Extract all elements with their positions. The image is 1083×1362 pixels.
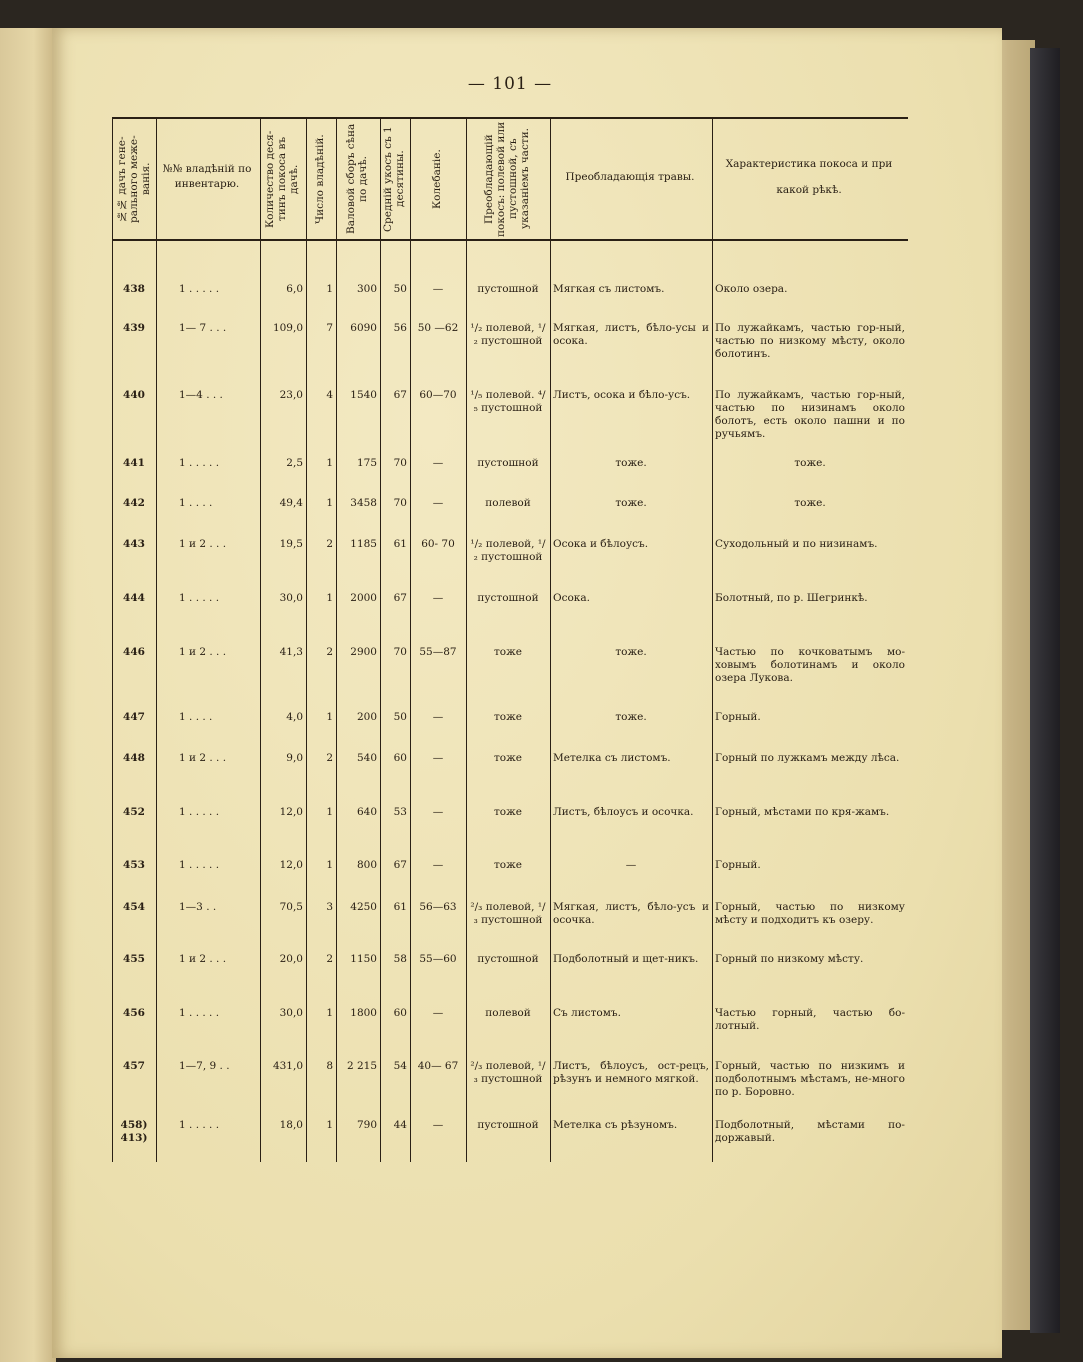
book-cover-edge bbox=[1030, 48, 1060, 1333]
table-cell-sredniy: 61 bbox=[393, 901, 407, 913]
table-cell-har: Болотный, по р. Шегринкѣ. bbox=[715, 592, 868, 604]
header-desyatin: Количество деся-тинъ покоса въ дачѣ. bbox=[264, 130, 300, 228]
table-cell-valovoy: 1540 bbox=[350, 389, 377, 401]
table-cell-chislo: 1 bbox=[326, 283, 333, 295]
table-cell-des: 4,0 bbox=[286, 711, 303, 723]
table-cell-vlad: 1 . . . . bbox=[179, 711, 213, 723]
table-cell-chislo: 1 bbox=[326, 859, 333, 871]
table-cell-sredniy: 70 bbox=[393, 497, 407, 509]
table-cell-vlad: 1— 7 . . . bbox=[179, 322, 227, 334]
table-cell-des: 70,5 bbox=[279, 901, 303, 913]
table-cell-dacha: 456 bbox=[123, 1007, 145, 1019]
table-cell-des: 49,4 bbox=[279, 497, 303, 509]
table-cell-har: Около озера. bbox=[715, 283, 788, 295]
table-cell-des: 30,0 bbox=[279, 592, 303, 604]
left-page-edge bbox=[0, 28, 56, 1362]
table-cell-har: Горный. bbox=[715, 859, 761, 871]
table-cell-des: 109,0 bbox=[272, 322, 303, 334]
header-pokos: Преобладающій покосъ: полевой или пустошной, съ указаніемъ части. bbox=[483, 121, 531, 237]
table-cell-har: Частью по кочковатымъ мо-ховымъ болотинамъ и около озера Лукова. bbox=[715, 646, 905, 684]
table-cell-valovoy: 640 bbox=[356, 806, 377, 818]
table-cell-des: 23,0 bbox=[279, 389, 303, 401]
table-cell-pokos: пустошной bbox=[477, 1119, 539, 1131]
table-cell-travy: Метелка съ листомъ. bbox=[553, 752, 671, 764]
header-sredniy: Средній укосъ съ 1 десятины. bbox=[382, 126, 406, 232]
column-rule bbox=[712, 117, 713, 1162]
table-cell-pokos: полевой bbox=[485, 1007, 531, 1019]
table-cell-koleb: 56—63 bbox=[419, 901, 457, 913]
page-number: — 101 — bbox=[467, 74, 553, 94]
table-cell-des: 431,0 bbox=[272, 1060, 303, 1072]
table-cell-sredniy: 58 bbox=[393, 953, 407, 965]
table-cell-travy: Подболотный и щет-никъ. bbox=[553, 953, 699, 965]
table-cell-travy: Листъ, бѣлоусъ, ост-рецъ, рѣзунъ и немного мягкой. bbox=[553, 1060, 709, 1085]
table-cell-har: По лужайкамъ, частью гор-ный, частью по низинамъ около болотъ, есть около пашни и по ручьямъ. bbox=[715, 389, 905, 440]
table-cell-har: Подболотный, мѣстами по-доржавый. bbox=[715, 1119, 905, 1144]
table-cell-sredniy: 67 bbox=[393, 592, 407, 604]
table-cell-vlad: 1 и 2 . . . bbox=[179, 752, 227, 764]
table-cell-sredniy: 53 bbox=[393, 806, 407, 818]
table-cell-koleb: — bbox=[432, 1007, 444, 1019]
table-cell-vlad: 1—7, 9 . . bbox=[179, 1060, 230, 1072]
table-cell-chislo: 1 bbox=[326, 806, 333, 818]
table-cell-vlad: 1 . . . . bbox=[179, 497, 213, 509]
table-cell-dacha: 441 bbox=[123, 457, 145, 469]
table-cell-dacha: 440 bbox=[123, 389, 145, 401]
table-cell-travy: Мягкая, листъ, бѣло-усъ и осочка. bbox=[553, 901, 709, 926]
table-cell-des: 20,0 bbox=[279, 953, 303, 965]
header-vladeniya: №№ владѣній по инвентарю. bbox=[162, 163, 252, 190]
table-cell-valovoy: 175 bbox=[356, 457, 377, 469]
table-cell-har: Горный. bbox=[715, 711, 761, 723]
table-cell-des: 2,5 bbox=[286, 457, 303, 469]
table-cell-pokos: пустошной bbox=[477, 283, 539, 295]
table-cell-chislo: 4 bbox=[326, 389, 333, 401]
table-cell-chislo: 1 bbox=[326, 592, 333, 604]
table-cell-chislo: 2 bbox=[326, 953, 333, 965]
table-cell-des: 18,0 bbox=[279, 1119, 303, 1131]
table-cell-sredniy: 60 bbox=[393, 752, 407, 764]
table-cell-vlad: 1 . . . . . bbox=[179, 1007, 220, 1019]
table-cell-koleb: 60—70 bbox=[419, 389, 457, 401]
table-cell-pokos: ²/₃ полевой, ¹/₃ пустошной bbox=[470, 901, 546, 926]
table-cell-koleb: — bbox=[432, 497, 444, 509]
table-cell-valovoy: 790 bbox=[356, 1119, 377, 1131]
table-cell-valovoy: 540 bbox=[356, 752, 377, 764]
table-cell-valovoy: 4250 bbox=[350, 901, 377, 913]
table-cell-chislo: 3 bbox=[326, 901, 333, 913]
table-cell-sredniy: 67 bbox=[393, 859, 407, 871]
table-cell-sredniy: 50 bbox=[393, 711, 407, 723]
table-cell-des: 12,0 bbox=[279, 806, 303, 818]
table-cell-chislo: 2 bbox=[326, 646, 333, 658]
table-cell-travy: Осока и бѣлоусъ. bbox=[553, 538, 649, 550]
table-cell-dacha: 448 bbox=[123, 752, 145, 764]
table-cell-dacha: 458) 413) bbox=[120, 1119, 148, 1144]
header-harakteristika: Характеристика покоса и при какой рѣкѣ. bbox=[725, 158, 893, 196]
table-cell-dacha: 446 bbox=[123, 646, 145, 658]
table-cell-valovoy: 1150 bbox=[350, 953, 377, 965]
table-cell-sredniy: 50 bbox=[393, 283, 407, 295]
table-cell-vlad: 1 и 2 . . . bbox=[179, 538, 227, 550]
table-cell-travy: тоже. bbox=[615, 711, 647, 723]
table-cell-vlad: 1 . . . . . bbox=[179, 592, 220, 604]
table-cell-sredniy: 60 bbox=[393, 1007, 407, 1019]
table-cell-pokos: ¹/₅ полевой. ⁴/₅ пустошной bbox=[470, 389, 546, 414]
table-cell-vlad: 1 . . . . . bbox=[179, 859, 220, 871]
column-rule bbox=[466, 117, 467, 1162]
table-cell-chislo: 1 bbox=[326, 497, 333, 509]
table-cell-chislo: 1 bbox=[326, 457, 333, 469]
table-cell-des: 9,0 bbox=[286, 752, 303, 764]
table-cell-travy: Листъ, бѣлоусъ и осочка. bbox=[553, 806, 694, 818]
table-cell-pokos: ¹/₂ полевой, ¹/₂ пустошной bbox=[470, 538, 546, 563]
table-cell-koleb: — bbox=[432, 711, 444, 723]
table-cell-des: 30,0 bbox=[279, 1007, 303, 1019]
table-cell-har: Горный, мѣстами по кря-жамъ. bbox=[715, 806, 890, 818]
table-cell-chislo: 8 bbox=[326, 1060, 333, 1072]
table-cell-pokos: ¹/₂ полевой, ¹/₂ пустошной bbox=[470, 322, 546, 347]
table-cell-koleb: — bbox=[432, 457, 444, 469]
table-cell-koleb: — bbox=[432, 283, 444, 295]
table-cell-koleb: 60- 70 bbox=[421, 538, 455, 550]
table-cell-des: 6,0 bbox=[286, 283, 303, 295]
table-cell-sredniy: 61 bbox=[393, 538, 407, 550]
column-rule bbox=[260, 117, 261, 1162]
table-cell-koleb: — bbox=[432, 592, 444, 604]
table-cell-travy: Листъ, осока и бѣло-усъ. bbox=[553, 389, 691, 401]
table-cell-travy: Осока. bbox=[553, 592, 590, 604]
table-cell-koleb: 40— 67 bbox=[417, 1060, 459, 1072]
table-cell-dacha: 457 bbox=[123, 1060, 145, 1072]
table-cell-sredniy: 70 bbox=[393, 457, 407, 469]
column-rule bbox=[336, 117, 337, 1162]
column-rule bbox=[380, 117, 381, 1162]
table-cell-dacha: 438 bbox=[123, 283, 145, 295]
table-cell-travy: тоже. bbox=[615, 646, 647, 658]
table-cell-vlad: 1 . . . . . bbox=[179, 806, 220, 818]
table-cell-travy: тоже. bbox=[615, 497, 647, 509]
table-cell-har: Горный по низкому мѣсту. bbox=[715, 953, 864, 965]
table-cell-sredniy: 56 bbox=[393, 322, 407, 334]
header-valovoy: Валовой сборъ сѣна по дачѣ. bbox=[345, 123, 369, 235]
column-rule bbox=[306, 117, 307, 1162]
table-cell-har: Горный, частью по низкимъ и подболотнымъ мѣстамъ, не-много по р. Боровно. bbox=[715, 1060, 905, 1098]
table-cell-pokos: пустошной bbox=[477, 592, 539, 604]
table-cell-vlad: 1 и 2 . . . bbox=[179, 646, 227, 658]
table-cell-dacha: 439 bbox=[123, 322, 145, 334]
table-cell-dacha: 443 bbox=[123, 538, 145, 550]
table-cell-koleb: 50 —62 bbox=[417, 322, 459, 334]
header-bottom-rule bbox=[112, 239, 908, 241]
table-cell-har: Частью горный, частью бо-лотный. bbox=[715, 1007, 905, 1032]
table-cell-vlad: 1—4 . . . bbox=[179, 389, 223, 401]
table-cell-har: тоже. bbox=[794, 497, 826, 509]
table-cell-dacha: 454 bbox=[123, 901, 145, 913]
table-cell-travy: Съ листомъ. bbox=[553, 1007, 621, 1019]
table-cell-pokos: пустошной bbox=[477, 457, 539, 469]
table-cell-pokos: ²/₃ полевой, ¹/₃ пустошной bbox=[470, 1060, 546, 1085]
table-cell-valovoy: 200 bbox=[356, 711, 377, 723]
table-cell-des: 12,0 bbox=[279, 859, 303, 871]
table-cell-vlad: 1 . . . . . bbox=[179, 1119, 220, 1131]
table-cell-valovoy: 800 bbox=[356, 859, 377, 871]
table-cell-pokos: тоже bbox=[493, 752, 522, 764]
table-cell-chislo: 2 bbox=[326, 752, 333, 764]
table-left-rule bbox=[112, 117, 113, 1162]
table-cell-chislo: 1 bbox=[326, 711, 333, 723]
table-cell-travy: Мягкая, листъ, бѣло-усы и осока. bbox=[553, 322, 709, 347]
table-cell-koleb: — bbox=[432, 752, 444, 764]
table-cell-pokos: тоже bbox=[493, 806, 522, 818]
table-cell-dacha: 444 bbox=[123, 592, 145, 604]
table-cell-koleb: — bbox=[432, 1119, 444, 1131]
table-cell-travy: Мягкая съ листомъ. bbox=[553, 283, 665, 295]
table-cell-travy: тоже. bbox=[615, 457, 647, 469]
table-cell-koleb: 55—60 bbox=[419, 953, 457, 965]
table-cell-valovoy: 2900 bbox=[350, 646, 377, 658]
table-cell-pokos: тоже bbox=[493, 711, 522, 723]
table-cell-sredniy: 44 bbox=[393, 1119, 407, 1131]
table-cell-valovoy: 1185 bbox=[350, 538, 377, 550]
table-cell-valovoy: 6090 bbox=[350, 322, 377, 334]
table-cell-har: По лужайкамъ, частью гор-ный, частью по низкому мѣсту, около болотинъ. bbox=[715, 322, 905, 360]
table-cell-valovoy: 1800 bbox=[350, 1007, 377, 1019]
table-cell-dacha: 442 bbox=[123, 497, 145, 509]
table-cell-koleb: 55—87 bbox=[419, 646, 457, 658]
table-cell-valovoy: 2000 bbox=[350, 592, 377, 604]
header-chislo: Число владѣній. bbox=[314, 134, 326, 224]
table-cell-vlad: 1 и 2 . . . bbox=[179, 953, 227, 965]
table-cell-chislo: 2 bbox=[326, 538, 333, 550]
table-cell-sredniy: 67 bbox=[393, 389, 407, 401]
table-cell-vlad: 1—3 . . bbox=[179, 901, 217, 913]
table-top-rule bbox=[112, 117, 908, 119]
table-cell-chislo: 1 bbox=[326, 1007, 333, 1019]
table-cell-pokos: тоже bbox=[493, 859, 522, 871]
table-cell-valovoy: 3458 bbox=[350, 497, 377, 509]
table-cell-pokos: полевой bbox=[485, 497, 531, 509]
table-cell-koleb: — bbox=[432, 859, 444, 871]
column-rule bbox=[550, 117, 551, 1162]
table-cell-valovoy: 2 215 bbox=[346, 1060, 377, 1072]
table-cell-travy: — bbox=[625, 859, 637, 871]
table-cell-vlad: 1 . . . . . bbox=[179, 283, 220, 295]
header-kolebanie: Колебаніе. bbox=[431, 149, 443, 209]
table-cell-des: 19,5 bbox=[279, 538, 303, 550]
table-cell-har: Горный по лужкамъ между лѣса. bbox=[715, 752, 900, 764]
table-cell-dacha: 452 bbox=[123, 806, 145, 818]
table-cell-travy: Метелка съ рѣзуномъ. bbox=[553, 1119, 678, 1131]
table-cell-sredniy: 54 bbox=[393, 1060, 407, 1072]
header-dacha: №№ дачъ гене-рального меже-ванія. bbox=[116, 135, 152, 223]
column-rule bbox=[410, 117, 411, 1162]
table-cell-vlad: 1 . . . . . bbox=[179, 457, 220, 469]
table-cell-dacha: 453 bbox=[123, 859, 145, 871]
column-rule bbox=[156, 117, 157, 1162]
table-cell-har: Суходольный и по низинамъ. bbox=[715, 538, 878, 550]
table-cell-chislo: 7 bbox=[326, 322, 333, 334]
table-cell-valovoy: 300 bbox=[356, 283, 377, 295]
table-cell-chislo: 1 bbox=[326, 1119, 333, 1131]
table-cell-dacha: 447 bbox=[123, 711, 145, 723]
hay-statistics-table bbox=[112, 117, 908, 1162]
table-cell-des: 41,3 bbox=[279, 646, 303, 658]
table-cell-har: Горный, частью по низкому мѣсту и подходитъ къ озеру. bbox=[715, 901, 905, 926]
table-cell-pokos: пустошной bbox=[477, 953, 539, 965]
table-cell-sredniy: 70 bbox=[393, 646, 407, 658]
header-travy: Преобладающія травы. bbox=[565, 170, 695, 183]
table-cell-har: тоже. bbox=[794, 457, 826, 469]
table-cell-dacha: 455 bbox=[123, 953, 145, 965]
table-cell-koleb: — bbox=[432, 806, 444, 818]
table-cell-pokos: тоже bbox=[493, 646, 522, 658]
